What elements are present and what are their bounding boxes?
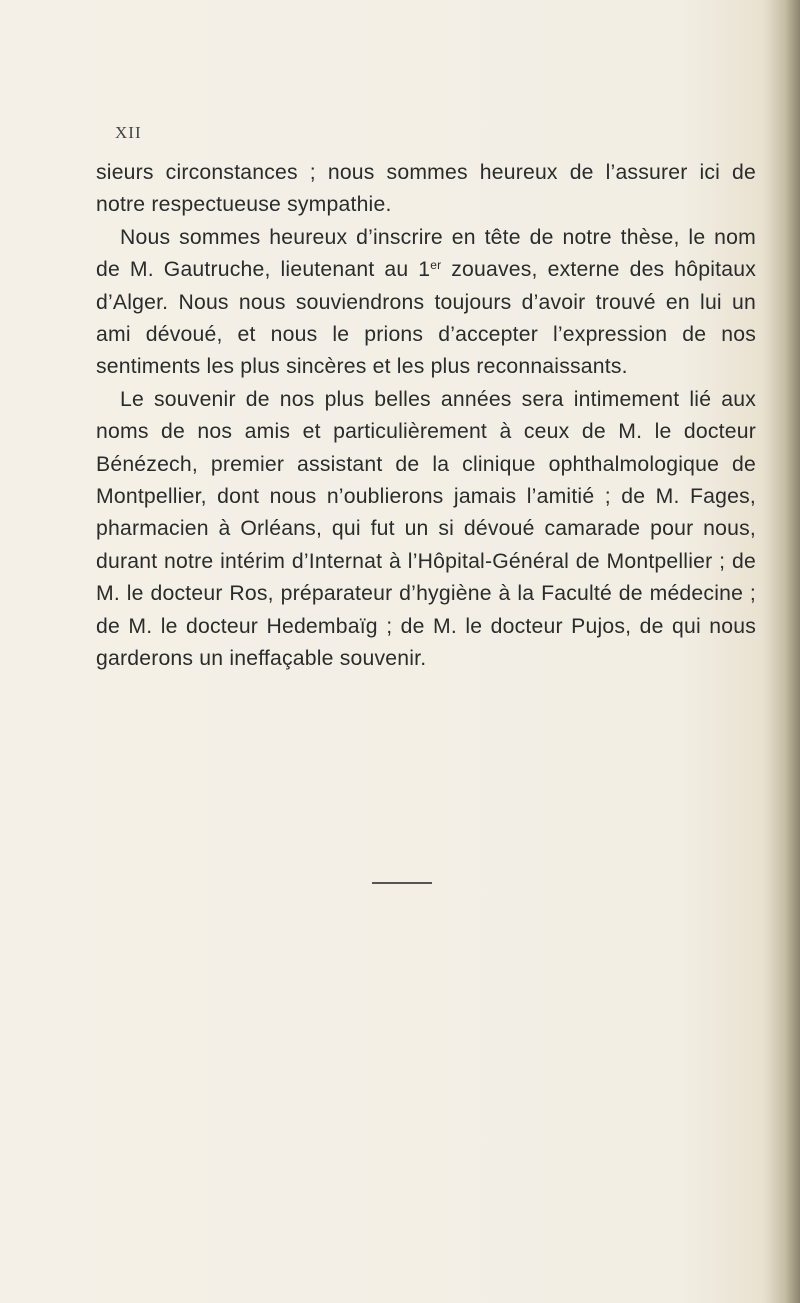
paragraph-2-text-after: zouaves, externe des hôpitaux d’Alger. Nous nous souviendrons toujours d’avoir trouvé en lui un ami dévoué, et nous le prions d’accepter l’expression de nos sentiments les plus sincères et les plus reconnaissants. — [96, 258, 756, 379]
body-text — [96, 157, 756, 676]
paragraph-3: Le souvenir de nos plus belles années sera intimement lié aux noms de nos amis et particulièrement à ceux de M. le docteur Bénézech, premier assistant de la clinique ophthalmologique de Montpellier, dont nous n’oublierons jamais l’amitié ; de M. Fages, pharmacien à Orléans, qui fut un si dévoué camarade pour nous, durant notre intérim d’Internat à l’Hôpital-Général de Montpellier ; de M. le docteur Ros, préparateur d’hygiène à la Faculté de médecine ; de M. le docteur Hedembaïg ; de M. le docteur Pujos, de qui nous garderons un ineffaçable souvenir. — [96, 387, 756, 671]
paragraph-1: sieurs circonstances ; nous sommes heureux de l’assurer ici de notre respectueuse sympathie. — [96, 161, 756, 217]
paragraph-2-text-before: Nous sommes heureux d’inscrire en tête de notre thèse, le nom de M. Gautruche, lieutenant au 1 — [96, 225, 756, 282]
paragraph-2 — [96, 222, 756, 384]
page-number: XII — [115, 123, 142, 142]
page-edge-shadow — [766, 0, 800, 1303]
ordinal-superscript: er — [430, 258, 442, 273]
section-divider-rule — [372, 882, 432, 884]
